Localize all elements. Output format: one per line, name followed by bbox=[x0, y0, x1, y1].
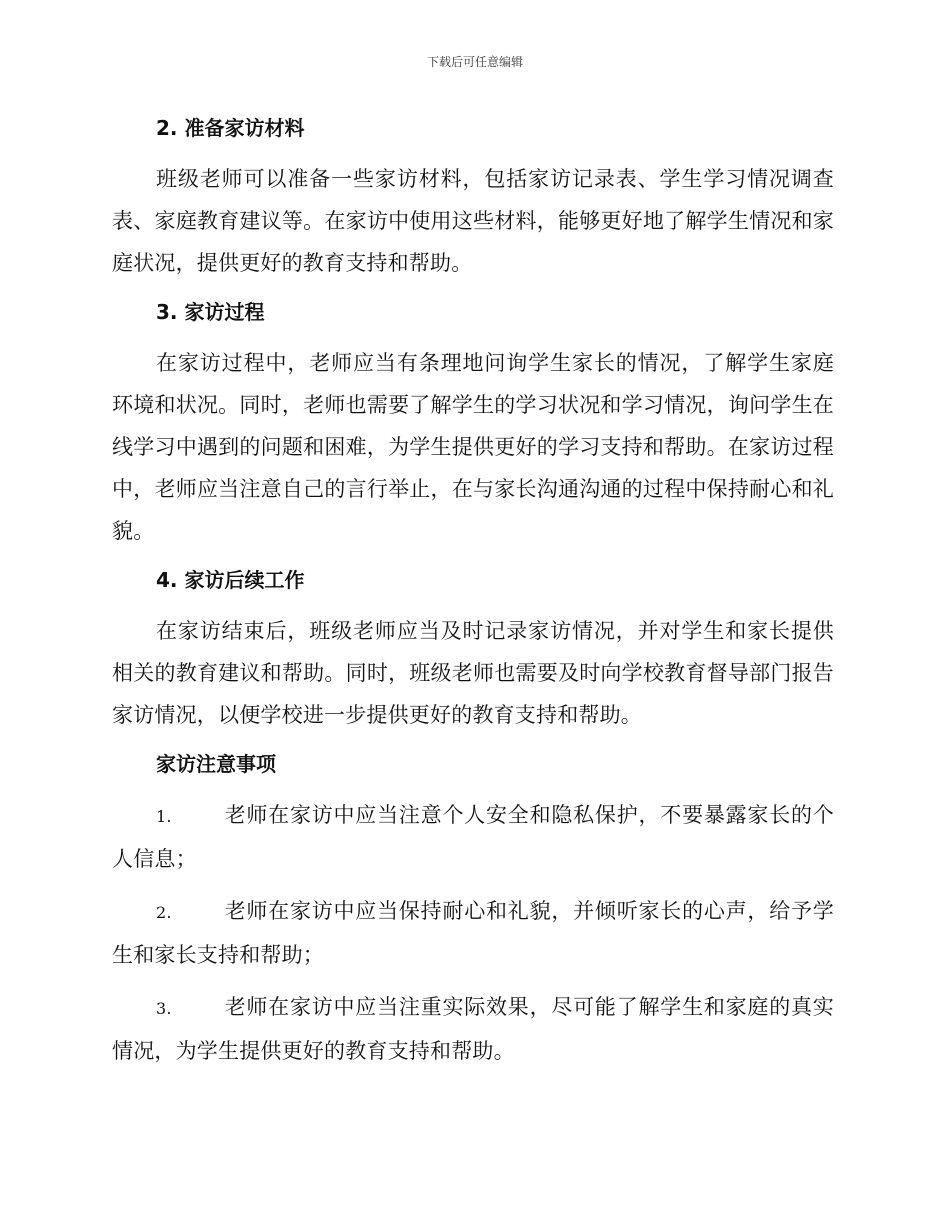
section-heading: 2. 准备家访材料 bbox=[156, 116, 305, 140]
list-item-number: 1. bbox=[156, 807, 172, 826]
list-item-text: 老师在家访中应当保持耐心和礼貌，并倾听家长的心声，给予学生和家长支持和帮助； bbox=[112, 899, 834, 967]
section-follow-up bbox=[112, 560, 834, 736]
section-paragraph: 在家访结束后，班级老师应当及时记录家访情况，并对学生和家长提供相关的教育建议和帮助。同时，班级老师也需要及时向学校教育督导部门报告家访情况，以便学校进一步提供更好的教育支持和帮助。 bbox=[112, 619, 834, 727]
document-body bbox=[112, 108, 834, 1078]
section-visit-process bbox=[112, 292, 834, 552]
list-item bbox=[112, 986, 834, 1072]
list-item bbox=[112, 890, 834, 976]
section-paragraph: 在家访过程中，老师应当有条理地问询学生家长的情况，了解学生家庭环境和状况。同时，老师也需要了解学生的学习状况和学习情况，询问学生在线学习中遇到的问题和困难，为学生提供更好的学习支持和帮助。在家访过程中，老师应当注意自己的言行举止，在与家长沟通沟通的过程中保持耐心和礼貌。 bbox=[112, 351, 834, 543]
section-heading: 4. 家访后续工作 bbox=[156, 568, 305, 592]
section-notes bbox=[112, 744, 834, 1072]
page-header: 下载后可任意编辑 bbox=[426, 55, 523, 69]
list-item-text: 老师在家访中应当注意个人安全和隐私保护，不要暴露家长的个人信息； bbox=[112, 803, 834, 871]
notes-heading: 家访注意事项 bbox=[156, 752, 276, 776]
list-item-number: 3. bbox=[156, 999, 172, 1018]
section-heading: 3. 家访过程 bbox=[156, 300, 265, 324]
list-item bbox=[112, 794, 834, 880]
section-paragraph: 班级老师可以准备一些家访材料，包括家访记录表、学生学习情况调查表、家庭教育建议等。在家访中使用这些材料，能够更好地了解学生情况和家庭状况，提供更好的教育支持和帮助。 bbox=[112, 167, 834, 275]
list-item-text: 老师在家访中应当注重实际效果，尽可能了解学生和家庭的真实情况，为学生提供更好的教育支持和帮助。 bbox=[112, 995, 834, 1063]
section-prepare-materials bbox=[112, 108, 834, 284]
list-item-number: 2. bbox=[156, 903, 172, 922]
